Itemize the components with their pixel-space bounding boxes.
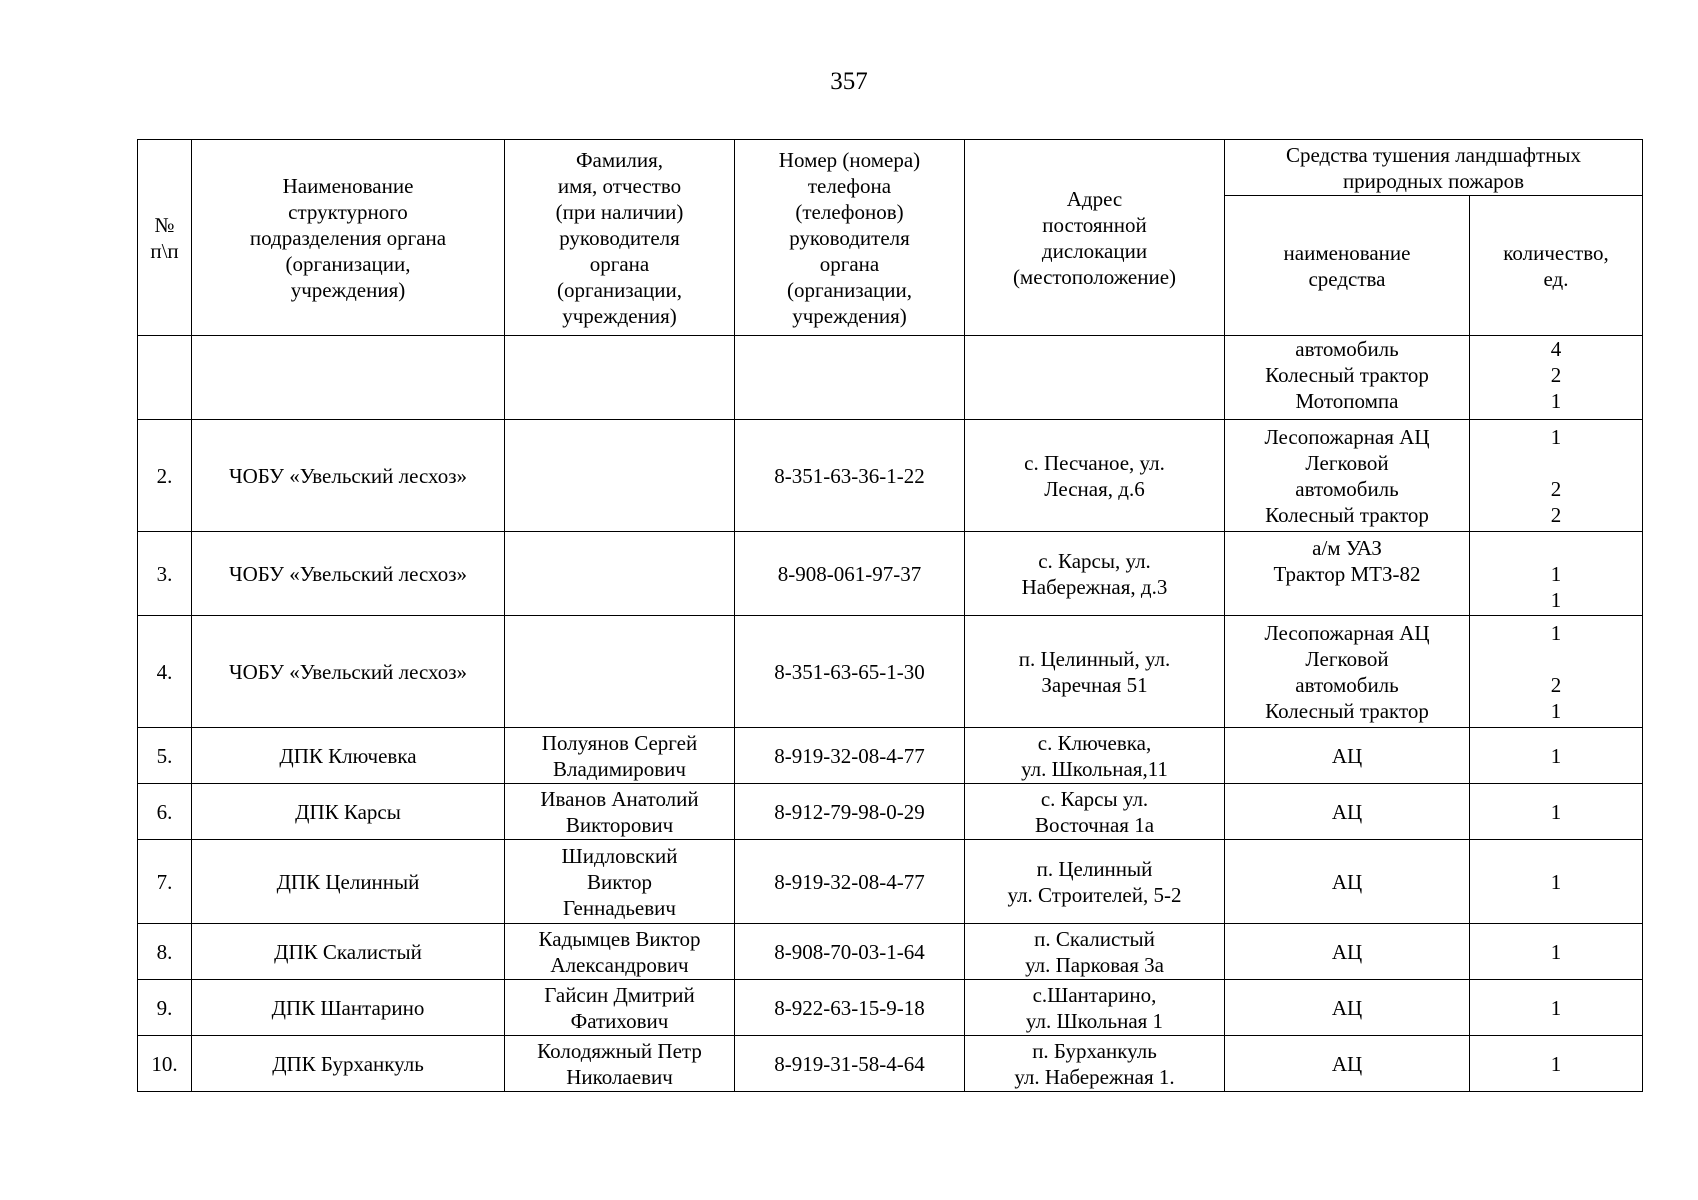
cell-address: с. Карсы ул. Восточная 1а [965,784,1225,840]
table-row [138,924,1643,980]
cell-means: АЦ [1225,980,1470,1036]
cell-qty: 1 1 [1470,532,1643,616]
header-phone: Номер (номера) телефона (телефонов) руководителя органа (организации, учреждения) [735,140,965,336]
cell-means: АЦ [1225,924,1470,980]
cell-address: с. Ключевка, ул. Школьная,11 [965,728,1225,784]
cell-means: Лесопожарная АЦ Легковой автомобиль Колесный трактор [1225,616,1470,728]
table-row [138,336,1643,420]
cell-phone: 8-351-63-65-1-30 [735,616,965,728]
cell-name: ДПК Скалистый [192,924,505,980]
cell-qty: 1 [1470,924,1643,980]
cell-head [505,336,735,420]
cell-qty: 1 [1470,1036,1643,1092]
cell-address: п. Целинный, ул. Заречная 51 [965,616,1225,728]
cell-means: автомобиль Колесный трактор Мотопомпа [1225,336,1470,420]
cell-phone: 8-908-061-97-37 [735,532,965,616]
table-row [138,532,1643,616]
cell-name: ДПК Целинный [192,840,505,924]
table-body [138,336,1643,1092]
fire-means-table [137,139,1643,1092]
cell-means: АЦ [1225,728,1470,784]
cell-name: ДПК Шантарино [192,980,505,1036]
cell-name: ЧОБУ «Увельский лесхоз» [192,616,505,728]
cell-phone: 8-919-31-58-4-64 [735,1036,965,1092]
header-address: Адрес постоянной дислокации (местоположение) [965,140,1225,336]
cell-means: Лесопожарная АЦ Легковой автомобиль Колесный трактор [1225,420,1470,532]
cell-means: АЦ [1225,784,1470,840]
cell-num: 9. [138,980,192,1036]
header-row [138,140,1643,196]
cell-qty: 1 [1470,980,1643,1036]
cell-head: Полуянов Сергей Владимирович [505,728,735,784]
cell-head [505,616,735,728]
header-head: Фамилия, имя, отчество (при наличии) руководителя органа (организации, учреждения) [505,140,735,336]
table-row [138,840,1643,924]
cell-address: с. Карсы, ул. Набережная, д.3 [965,532,1225,616]
cell-qty: 1 [1470,784,1643,840]
cell-num: 7. [138,840,192,924]
cell-qty: 4 2 1 [1470,336,1643,420]
cell-phone: 8-919-32-08-4-77 [735,840,965,924]
cell-name: ДПК Ключевка [192,728,505,784]
cell-name: ДПК Бурханкуль [192,1036,505,1092]
header-means-qty: количество, ед. [1470,196,1643,336]
cell-num: 8. [138,924,192,980]
table-row [138,420,1643,532]
cell-phone: 8-912-79-98-0-29 [735,784,965,840]
cell-phone [735,336,965,420]
cell-means: АЦ [1225,840,1470,924]
cell-phone: 8-922-63-15-9-18 [735,980,965,1036]
cell-address: п. Бурханкуль ул. Набережная 1. [965,1036,1225,1092]
cell-means: АЦ [1225,1036,1470,1092]
cell-phone: 8-908-70-03-1-64 [735,924,965,980]
cell-name: ЧОБУ «Увельский лесхоз» [192,420,505,532]
cell-means: а/м УАЗ Трактор МТЗ-82 [1225,532,1470,616]
cell-num: 5. [138,728,192,784]
cell-num [138,336,192,420]
header-means-name: наименование средства [1225,196,1470,336]
cell-qty: 1 [1470,728,1643,784]
cell-address: с. Песчаное, ул. Лесная, д.6 [965,420,1225,532]
cell-address: п. Скалистый ул. Парковая 3а [965,924,1225,980]
cell-head [505,420,735,532]
table-row [138,784,1643,840]
cell-qty: 1 2 1 [1470,616,1643,728]
cell-num: 4. [138,616,192,728]
cell-qty: 1 2 2 [1470,420,1643,532]
cell-address [965,336,1225,420]
cell-phone: 8-919-32-08-4-77 [735,728,965,784]
table-row [138,1036,1643,1092]
cell-address: п. Целинный ул. Строителей, 5-2 [965,840,1225,924]
header-name: Наименование структурного подразделения органа (организации, учреждения) [192,140,505,336]
table-row [138,980,1643,1036]
header-means-group: Средства тушения ландшафтных природных пожаров [1225,140,1643,196]
cell-address: с.Шантарино, ул. Школьная 1 [965,980,1225,1036]
cell-name: ДПК Карсы [192,784,505,840]
cell-name: ЧОБУ «Увельский лесхоз» [192,532,505,616]
page-number: 357 [830,68,868,95]
cell-qty: 1 [1470,840,1643,924]
table-row [138,616,1643,728]
header-num: № п\п [138,140,192,336]
cell-head [505,532,735,616]
cell-num: 6. [138,784,192,840]
cell-head: Колодяжный Петр Николаевич [505,1036,735,1092]
cell-name [192,336,505,420]
cell-head: Кадымцев Виктор Александрович [505,924,735,980]
cell-phone: 8-351-63-36-1-22 [735,420,965,532]
table-row [138,728,1643,784]
cell-num: 3. [138,532,192,616]
cell-num: 10. [138,1036,192,1092]
cell-head: Гайсин Дмитрий Фатихович [505,980,735,1036]
cell-head: Шидловский Виктор Геннадьевич [505,840,735,924]
cell-num: 2. [138,420,192,532]
cell-head: Иванов Анатолий Викторович [505,784,735,840]
